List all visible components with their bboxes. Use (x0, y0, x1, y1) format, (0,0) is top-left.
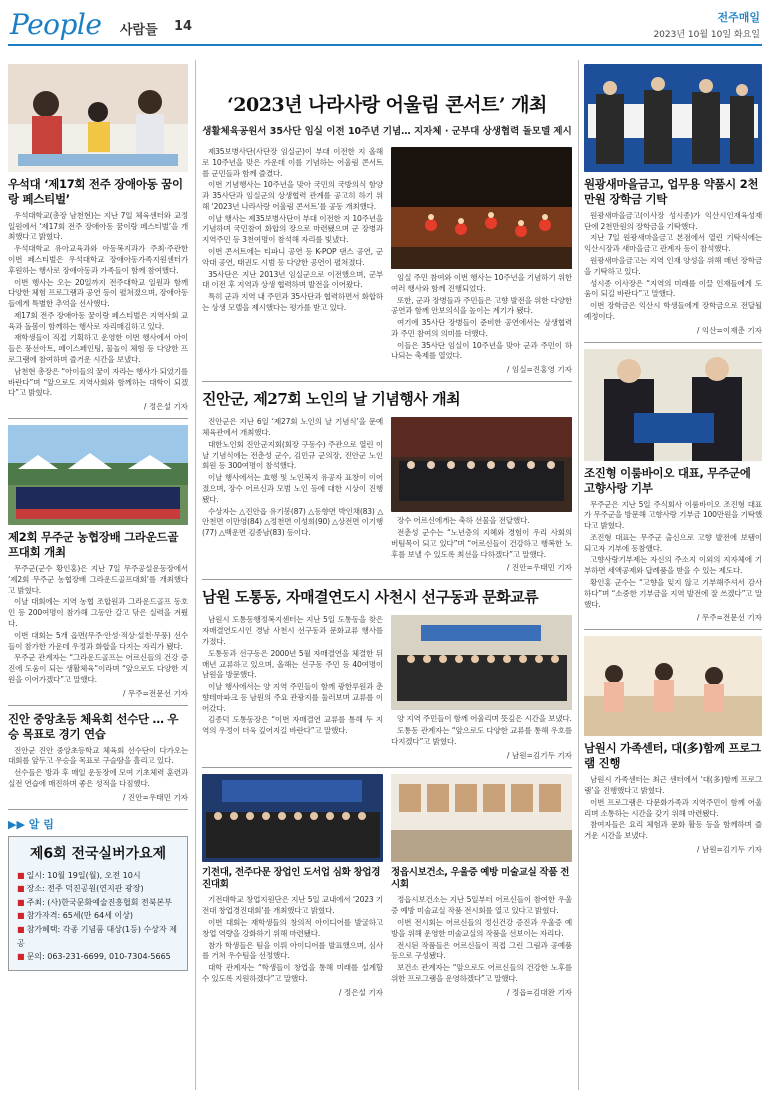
headline: 진안 중앙초등 체육회 선수단 … 우승 목표로 경기 연습 (8, 711, 179, 741)
notice-lines (17, 869, 179, 964)
headline: 우석대 ‘제17회 전주 장애아동 꿈이랑 페스티벌’ (8, 177, 183, 206)
byline: / 정은설 기자 (143, 402, 188, 412)
headline: 제2회 무주군 농협장배 그라운드골프대회 개최 (8, 530, 179, 560)
divider (202, 767, 572, 768)
byline: / 진안=우태민 기자 (122, 792, 188, 802)
paragraph: 조진형 대표는 무주군 출신으로 고향 발전에 보탬이 되고자 기부에 동참했다. (584, 532, 762, 553)
article-body (202, 895, 383, 984)
paragraph: 참가 학생들은 팀을 이뤄 아이디어를 발표했으며, 심사를 거쳐 우수팀을 선정했다. (202, 940, 383, 961)
byline: / 남원=김기두 기자 (696, 844, 762, 854)
article-body (391, 516, 572, 560)
column-divider (578, 60, 579, 1090)
notice-line: ■ 주최: (사)한국문화예술진흥협회 전북본부 (17, 897, 172, 907)
paragraph: 장수 어르신에게는 축하 선물을 전달했다. (397, 516, 530, 526)
paragraph: 선수들은 방과 후 매일 운동장에 모여 기초체력 훈련과 실전 연습에 매진하며 좋은 성적을 다짐했다. (8, 768, 188, 788)
divider (584, 342, 762, 343)
paragraph: 이날 행사에서는 양 지역 주민들이 함께 광한루원과 춘향테마파크 등 남원의 주요 관광지를 둘러보며 교류를 이어갔다. (202, 682, 383, 713)
paragraph: 김종덕 도통동장은 “이번 자매결연 교류를 통해 두 지역의 우정이 더욱 깊어지길 바란다”고 말했다. (202, 715, 383, 736)
page-number: 14 (174, 19, 193, 34)
paragraph: 정읍시보건소는 지난 5일부터 어르신들이 참여한 우울증 예방 미술교실 작품 전시회를 열고 있다고 밝혔다. (391, 895, 572, 916)
divider (8, 809, 188, 810)
paragraph: 특히 군과 지역 내 주민과 35사단과 협력하면서 화합하는 상생 모델을 제시했다는 평가를 받고 있다. (202, 292, 383, 312)
notice-title: 제6회 전국실버가요제 (29, 845, 167, 862)
paragraph: 진안군 진안 중앙초등학교 체육회 선수단이 다가오는 대회를 앞두고 우승을 목표로 구슬땀을 흘리고 있다. (8, 745, 188, 766)
article-body (202, 147, 383, 314)
paragraph: 남원시 가족센터는 최근 센터에서 ‘대(多)함께 프로그램’을 진행했다고 밝혔다. (584, 775, 762, 796)
article-body (584, 211, 762, 323)
paragraph: 전시된 작품들은 어르신들이 직접 그린 그림과 공예품 등으로 구성됐다. (391, 940, 572, 961)
paragraph: 이번 대회는 5개 읍면(무주·안성·적상·설천·무풍) 선수들이 참가한 가운데 우정과 화합을 다지는 자리가 됐다. (8, 630, 188, 651)
paragraph: 이날 대회에는 지역 농협 조합원과 그라운드골프 동호인 등 200여명이 참가해 그동안 갈고 닦은 실력을 겨뤘다. (8, 597, 188, 628)
bullet-icon: ■ (17, 925, 25, 934)
paragraph: 원광새마을금고는 지역 인재 양성을 위해 매년 장학금을 기탁하고 있다. (584, 256, 762, 276)
byline: / 정읍=김대완 기자 (506, 987, 572, 997)
article-body (584, 500, 762, 611)
paragraph: 도통동과 선구동은 2000년 5월 자매결연을 체결한 뒤 매년 교류하고 있으며, 올해는 선구동 주민 등 40여명이 남원을 방문했다. (202, 648, 383, 680)
headline: 원광새마을금고, 업무용 약품시 2천만원 장학금 기탁 (584, 177, 759, 206)
divider (8, 418, 188, 419)
paragraph: 보건소 관계자는 “앞으로도 어르신들의 건강한 노후를 위한 프로그램을 운영하겠다”고 말했다. (391, 963, 572, 983)
paragraph: 이날 행사는 제35보병사단이 부대 이전한 지 10주년을 기념하며 국민참여 화합의 장으로 마련됐으며 군 장병과 지역주민 등 3천여명이 참석해 자리를 빛냈다. (202, 213, 383, 245)
bullet-icon: ■ (17, 952, 25, 962)
paragraph: 고향사랑기부제는 자신의 주소지 이외의 지자체에 기부하면 세액공제와 답례품을 받을 수 있는 제도다. (584, 555, 762, 576)
headline: 진안군, 제27회 노인의 날 기념행사 개최 (202, 390, 461, 409)
bullet-icon: ■ (17, 884, 25, 894)
article-body (202, 615, 383, 737)
concert-photo (391, 147, 572, 269)
issue-date: 2023년 10월 10일 화요일 (653, 30, 760, 40)
paragraph: 황인홍 군수는 “고향을 잊지 않고 기부해주셔서 감사하다”며 “소중한 기부금을 지역 발전에 잘 쓰겠다”고 말했다. (584, 578, 762, 609)
paragraph: 무주군은 지난 5일 주식회사 이룸바이오 조진형 대표가 무주군을 방문해 고향사랑 기부금 100만원을 기탁했다고 밝혔다. (584, 499, 762, 531)
paragraph: 35사단은 지난 2013년 임실군으로 이전했으며, 군부대 이전 후 지역과 상생 협력하며 발전을 이어왔다. (202, 269, 383, 290)
art-exhibition-photo (391, 774, 572, 862)
paragraph: 전춘성 군수는 “노년층의 지혜와 경험이 우리 사회의 버팀목이 되고 있다”며 “어르신들이 건강하고 행복한 노후를 보낼 수 있도록 최선을 다하겠다”고 말했다. (391, 528, 572, 559)
paragraph: 또한, 군과 장병들과 주민들은 고향 발전을 위한 다양한 공연과 함께 안보의식을 높이는 계기가 됐다. (391, 295, 572, 316)
paragraph: 이번 행사는 오는 20일까지 전주대학교 일원과 함께 다양한 체험 프로그램과 공연 등이 펼쳐졌으며, 장애아동들에게 특별한 추억을 선사했다. (8, 277, 188, 309)
paragraph: 양 지역 주민들이 함께 어울리며 뜻깊은 시간을 보냈다. (397, 714, 572, 724)
paragraph: 제35보병사단(사단장 임실군)이 부대 이전한 지 올해로 10주년을 맞은 가운데 이를 기념하는 어울림 콘서트를 군민들과 함께 즐겼다. (202, 147, 383, 178)
paragraph: 제17회 전주 장애아동 꿈이랑 페스티벌은 지역사회 교육과 돌봄이 함께하는 행사로 자리매김하고 있다. (8, 310, 188, 331)
paragraph: 기전대학교 창업지원단은 지난 5일 교내에서 ‘2023 기전대 창업경진대회’를 개최했다고 밝혔다. (202, 895, 383, 916)
paragraph: 원광새마을금고(이사장 성시종)가 익산시인재육성재단에 2천만원의 장학금을 기탁했다. (584, 210, 762, 231)
headline: 기전대, 전주다문 장업인 도서업 심화 창업경진대회 (202, 866, 381, 891)
paragraph: 우석대학교(총장 남천현)는 지난 7일 체육센터와 교정일원에서 ‘제17회 전주 장애아동 꿈이랑 페스티벌’을 개최했다고 밝혔다. (8, 210, 188, 242)
paragraph: 도통동 관계자는 “앞으로도 다양한 교류를 통해 우호를 다지겠다”고 밝혔다. (391, 726, 572, 746)
paragraph: 무주군 관계자는 “그라운드골프는 어르신들의 건강 증진에 도움이 되는 생활체육”이라며 “앞으로도 다양한 지원을 이어가겠다”고 말했다. (8, 653, 188, 684)
golf-event-photo (8, 425, 188, 525)
paragraph: 성시종 이사장은 “지역의 미래를 이끌 인재들에게 도움이 되길 바란다”고 말했다. (584, 278, 762, 299)
byline: / 무주=전문선 기자 (122, 688, 188, 698)
bullet-icon: ■ (17, 911, 25, 921)
paragraph: 이번 전시회는 어르신들의 정신건강 증진과 우울증 예방을 위해 운영한 미술교실의 작품을 선보이는 자리다. (391, 917, 572, 938)
headline: 조진형 이룸바이오 대표, 무주군에 고향사랑 기부 (584, 465, 751, 495)
paragraph: 진안군은 지난 6일 ‘제27회 노인의 날 기념식’을 문예체육관에서 개최했다. (202, 417, 383, 438)
notice-line: ■ 문의: 063-231-6699, 010-7304-5665 (17, 952, 171, 962)
notice-line: ■ 장소: 전주 덕진공원(연지관 광장) (17, 884, 144, 894)
family-program-photo (584, 636, 762, 736)
paragraph: 우석대학교 유아교육과와 아동복지과가 주최·주관한 이번 페스티벌은 우석대학교 장애아동가족지원센터가 후원하는 행사로 장애아동과 가족들이 함께 참여했다. (8, 244, 188, 275)
paragraph: 재학생들이 직접 기획하고 운영한 이번 행사에서 아이들은 풍선아트, 페이스페인팅, 물놀이 체험 등 다양한 프로그램에 참여하며 즐거운 시간을 보냈다. (8, 333, 188, 365)
main-subtitle: 생활체육공원서 35사단 임실 이전 10주년 기념… 지자체 · 군부대 상생협력 돌모델 제시 (202, 126, 572, 137)
byline: / 진안=우태민 기자 (506, 563, 572, 573)
masthead (8, 6, 762, 46)
byline: / 정은설 기자 (338, 987, 383, 997)
main-headline: ‘2023년 나라사랑 어울림 콘서트’ 개최 (227, 94, 547, 116)
notice-box (8, 836, 188, 971)
notice-line: ■ 일시: 10월 19일(월), 오전 10시 (17, 870, 141, 880)
divider (584, 629, 762, 630)
paragraph: 임실 주민 참여와 이번 행사는 10주년을 기념하기 위한 여러 행사와 함께 진행되었다. (391, 273, 572, 293)
paragraph: 이번 기념행사는 10주년을 맞아 국민의 국방의식 함양과 35사단과 임실군의 상생협력 관계를 공고히 하기 위해 ‘2023년 나라사랑 어울림 콘서트’를 공동 개최했다. (202, 180, 383, 211)
divider (8, 705, 188, 706)
paragraph: 참여자들은 요리 체험과 문화 활동 등을 함께하며 즐거운 시간을 보냈다. (584, 820, 762, 841)
center-column (202, 64, 572, 1094)
article-body (391, 273, 572, 362)
column-divider (195, 60, 196, 1090)
elderly-day-photo (391, 417, 572, 512)
article-body (391, 895, 572, 984)
bullet-icon: ■ (17, 870, 25, 880)
notice-header: ▶▶ 알 림 (8, 817, 54, 831)
byline: / 남원=김기두 기자 (506, 750, 572, 760)
festival-photo (8, 64, 188, 172)
article-body (391, 714, 572, 747)
article-body (8, 746, 188, 790)
paragraph: 남원시 도통동행정복지센터는 지난 5일 도통동을 찾은 자매결연도시인 경남 사천시 선구동과 문화교류 행사를 가졌다. (202, 615, 383, 646)
article-body (8, 564, 188, 686)
article-body (8, 211, 188, 399)
notice-line: ■ 참가자격: 65세(만 64세 이상) (17, 911, 134, 921)
paragraph: 이날 행사에서는 효행 및 노인복지 유공자 표창이 이어졌으며, 장수 어르신과 모범 노인 등에 대한 시상이 진행됐다. (202, 473, 383, 504)
paragraph: 이번 대회는 재학생들의 창의적 아이디어를 발굴하고 창업 역량을 강화하기 위해 마련됐다. (202, 917, 383, 938)
byline: / 익산=이재춘 기자 (696, 325, 762, 335)
section-title: People (10, 8, 102, 41)
newspaper-name: 전주매일 (717, 11, 760, 24)
donation-photo (584, 349, 762, 461)
bullet-icon: ■ (17, 897, 25, 907)
right-column (584, 64, 762, 1094)
article-body (202, 417, 383, 539)
paragraph: 대한노인회 진안군지회(회장 구동수) 주관으로 열린 이날 기념식에는 전춘성 군수, 김민규 군의장, 진안군 노인회원 등 300여명이 참석했다. (202, 439, 383, 471)
scholarship-photo (584, 64, 762, 172)
paragraph: 이번 장학금은 익산시 학생들에게 장학금으로 전달될 예정이다. (584, 301, 762, 321)
paragraph: 이번 프로그램은 다문화가족과 지역주민이 함께 어울리며 소통하는 시간을 갖기 위해 마련됐다. (584, 797, 762, 818)
section-title-kr: 사람들 (120, 23, 158, 38)
divider (202, 579, 572, 580)
paragraph: 이들은 35사단 임실이 10주년을 맞아 군과 주민이 하나되는 축제를 열었다. (391, 340, 572, 361)
divider (202, 381, 572, 382)
notice-line: ■ 참가혜택: 각종 기념품 대상(1등) 수상자 제공 (17, 925, 177, 948)
headline: 남원시 가족센터, 대(多)함께 프로그램 진행 (584, 741, 761, 771)
byline: / 임실=진홍영 기자 (506, 365, 572, 375)
startup-contest-photo (202, 774, 383, 862)
paragraph: 대학 관계자는 “학생들이 창업을 통해 미래를 설계할 수 있도록 지원하겠다”고 말했다. (202, 963, 383, 983)
paragraph: 수상자는 △진안읍 유기봉(87) △동향면 박인채(83) △안천면 이만영(84) △정천면 이성희(90) △상전면 이기행(77) △백운면 김종남(83) 등이다. (202, 506, 383, 538)
left-column (8, 64, 188, 1094)
byline: / 무주=전문선 기자 (696, 613, 762, 623)
paragraph: 무주군(군수 황인홍)은 지난 7일 무주공설운동장에서 ‘제2회 무주군 농협장배 그라운드골프대회’를 개최했다고 밝혔다. (8, 564, 188, 595)
headline: 정읍시보건소, 우울증 예방 미술교실 작품 전시회 (391, 866, 570, 891)
paragraph: 여기에 35사단 장병들이 준비한 공연에서는 상생협력과 주민 참여의 의미를 더했다. (391, 318, 572, 338)
paragraph: 지난 7일 원광새마을금고 본점에서 열린 기탁식에는 익산시장과 새마을금고 관계자 등이 참석했다. (584, 233, 762, 254)
paragraph: 이번 콘서트에는 티파니 공연 등 K-POP 댄스 공연, 군악대 공연, 태권도 시범 등 다양한 공연이 펼쳐졌다. (202, 247, 383, 267)
exchange-photo (391, 615, 572, 710)
paragraph: 남천현 총장은 “아이들의 꿈이 자라는 행사가 되었기를 바란다”며 “앞으로도 지역사회와 함께하는 대학이 되겠다”고 밝혔다. (8, 366, 188, 398)
article-body (584, 775, 762, 842)
headline: 남원 도통동, 자매결연도시 사천시 선구동과 문화교류 (202, 588, 539, 607)
